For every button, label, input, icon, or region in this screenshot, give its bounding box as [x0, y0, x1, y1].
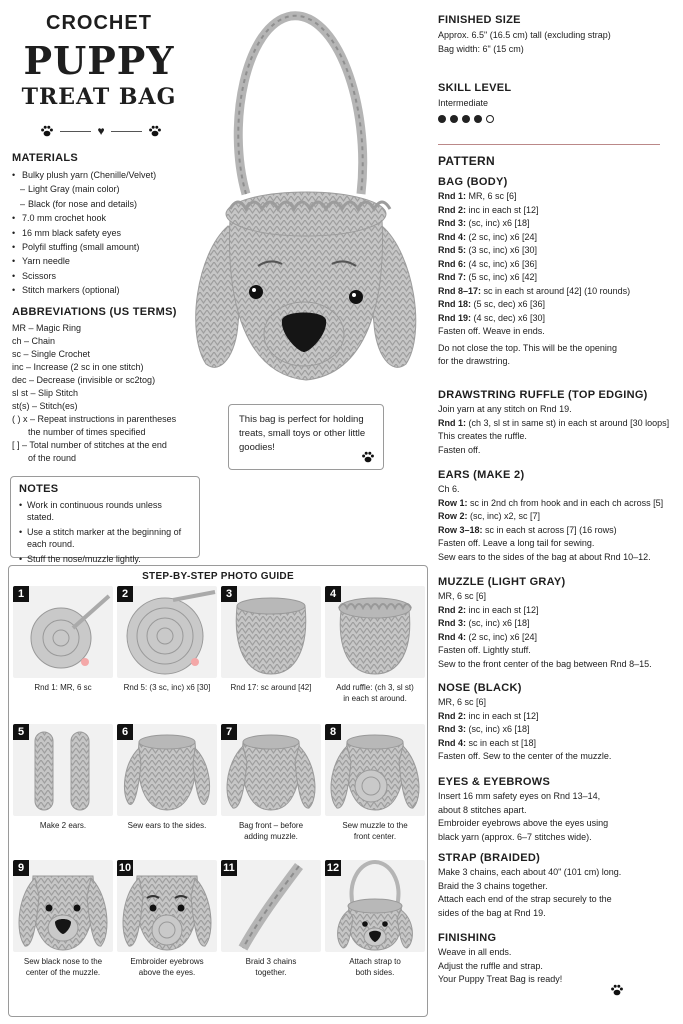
list-item: – Light Gray (main color): [12, 182, 208, 196]
photo-guide-heading: STEP-BY-STEP PHOTO GUIDE: [142, 571, 294, 582]
step-photo: 9: [13, 860, 113, 952]
step-photo: 12: [325, 860, 425, 952]
finished-size-section: [438, 14, 678, 56]
step-3: [221, 586, 321, 693]
list-item: – Black (for nose and details): [12, 197, 208, 211]
list-item: • Polyfil stuffing (small amount): [12, 240, 208, 254]
skill-rating: [438, 115, 678, 123]
pattern-row: Rnd 2: inc in each st [12]: [438, 604, 539, 615]
pattern-note: Do not close the top. This will be the opening: [438, 342, 617, 353]
step-caption: front center.: [353, 832, 397, 841]
list-item: st(s) – Stitch(es): [12, 401, 78, 411]
step-photo: 3: [221, 586, 321, 678]
step-photo: 11: [221, 860, 321, 952]
list-item: • 16 mm black safety eyes: [12, 226, 208, 240]
pattern-row: Row 1: sc in 2nd ch from hook and in each ch across [5]: [438, 497, 664, 508]
step-caption: Sew black nose to the: [23, 957, 103, 966]
notes-box: [10, 476, 200, 564]
notes-heading: NOTES: [19, 483, 59, 495]
step-photo: 7: [221, 724, 321, 816]
step-caption: Sew muzzle to the: [342, 821, 408, 830]
pattern-row: Rnd 3: (sc, inc) x6 [18]: [438, 724, 530, 734]
strap-heading: STRAP (BRAIDED): [438, 852, 541, 864]
skill-level-heading: SKILL LEVEL: [438, 82, 512, 94]
step-caption: Rnd 17: sc around [42]: [230, 683, 312, 692]
pattern-row: Rnd 4: sc in each st [18]: [438, 737, 537, 748]
pattern-row: Row 2: (sc, inc) x2, sc [7]: [438, 511, 541, 521]
pattern-note: for the drawstring.: [438, 356, 511, 366]
pattern-note: sides of the bag at Rnd 19.: [438, 907, 546, 918]
abbreviations-section: [12, 306, 212, 465]
step-caption: both sides.: [355, 968, 395, 977]
step-9: [13, 860, 113, 978]
pattern-row: Rnd 2: inc in each st [12]: [438, 710, 539, 721]
step-caption: together.: [255, 968, 287, 977]
list-item: ( ) x – Repeat instructions in parentheses: [12, 414, 177, 424]
step-caption: Rnd 1: MR, 6 sc: [34, 683, 92, 692]
skill-dot: [486, 115, 494, 123]
step-photo: 2: [117, 586, 217, 678]
step-photo: 8: [325, 724, 425, 816]
pattern-note: Your Puppy Treat Bag is ready!: [438, 974, 563, 984]
pattern-row: Rnd 4: (2 sc, inc) x6 [24]: [438, 631, 538, 642]
skill-dot: [438, 115, 446, 123]
list-item: sc – Single Crochet: [12, 349, 91, 359]
step-6: [117, 724, 217, 831]
step-caption: center of the muzzle.: [25, 968, 101, 977]
step-caption: Make 2 ears.: [39, 821, 87, 830]
pattern-row: Rnd 6: (4 sc, inc) x6 [36]: [438, 258, 538, 269]
list-item: • Use a stitch marker at the beginning of each round.: [19, 526, 191, 550]
skill-dot: [450, 115, 458, 123]
list-item: • Bulky plush yarn (Chenille/Velvet): [12, 168, 208, 182]
skill-level-value: Intermediate: [438, 98, 489, 108]
pattern-section: [438, 154, 678, 168]
finished-size-line: Bag width: 6" (15 cm): [438, 43, 524, 54]
step-12: [325, 860, 425, 978]
title-line-2: PUPPY: [23, 38, 175, 83]
step-photo: 10: [117, 860, 217, 952]
pattern-heading: PATTERN: [438, 154, 495, 168]
finishing-section: [438, 932, 678, 987]
eyes-heading: EYES & EYEBROWS: [438, 776, 551, 788]
pattern-note: black yarn (approx. 6–7 stitches wide).: [438, 831, 592, 842]
puppy-bag-illustration: [186, 4, 430, 394]
nose-heading: NOSE (BLACK): [438, 682, 522, 694]
pattern-note: MR, 6 sc [6]: [438, 697, 487, 707]
skill-dot: [474, 115, 482, 123]
pattern-note: Ch 6.: [438, 484, 460, 494]
step-photo: 1: [13, 586, 113, 678]
step-caption: Rnd 5: (3 sc, inc) x6 [30]: [123, 683, 211, 692]
pattern-note: Make 3 chains, each about 40" (101 cm) long.: [438, 867, 622, 877]
title-line-3: TREAT BAG: [21, 84, 177, 110]
list-item: • Work in continuous rounds unless stated.: [19, 499, 191, 523]
step-4: [325, 586, 425, 704]
pattern-row: Rnd 5: (3 sc, inc) x6 [30]: [438, 245, 538, 255]
step-caption: Braid 3 chains: [245, 957, 297, 966]
list-item: • 7.0 mm crochet hook: [12, 211, 208, 225]
list-item: MR – Magic Ring: [12, 323, 82, 333]
step-caption: above the eyes.: [138, 968, 196, 977]
pattern-note: Attach each end of the strap securely to the: [438, 894, 612, 904]
materials-section: [12, 152, 208, 298]
pattern-note: This creates the ruffle.: [438, 431, 527, 441]
step-photo: 4: [325, 586, 425, 678]
ruffle-section: [438, 389, 678, 457]
pattern-note: Fasten off. Sew to the center of the muzzle.: [438, 751, 612, 761]
step-2: [117, 586, 217, 693]
step-photo: 6: [117, 724, 217, 816]
pattern-row: Rnd 3: (sc, inc) x6 [18]: [438, 618, 530, 628]
paw-icon: [610, 984, 624, 996]
list-item: of the round: [28, 453, 77, 463]
ruffle-heading: DRAWSTRING RUFFLE (TOP EDGING): [438, 389, 648, 401]
abbreviations-heading: ABBREVIATIONS (US TERMS): [12, 306, 177, 318]
step-11: [221, 860, 321, 978]
list-item: [ ] – Total number of stitches at the end: [12, 440, 167, 450]
pattern-note: Insert 16 mm safety eyes on Rnd 13–14,: [438, 791, 601, 801]
step-caption: Sew ears to the sides.: [127, 821, 207, 830]
list-item: dec – Decrease (invisible or sc2tog): [12, 375, 156, 385]
pattern-row: Rnd 19: (4 sc, dec) x6 [30]: [438, 312, 546, 323]
pattern-note: about 8 stitches apart.: [438, 804, 527, 815]
materials-heading: MATERIALS: [12, 152, 79, 164]
paw-icon: [40, 125, 54, 137]
step-caption: Attach strap to: [349, 957, 401, 966]
list-item: ch – Chain: [12, 336, 56, 346]
list-item: • Yarn needle: [12, 254, 208, 268]
step-caption: Add ruffle: (ch 3, sl st): [336, 683, 414, 692]
ears-section: [438, 469, 678, 564]
finished-size-heading: FINISHED SIZE: [438, 14, 521, 26]
finishing-heading: FINISHING: [438, 932, 497, 944]
step-caption: Bag front – before: [238, 821, 304, 830]
pattern-note: Braid the 3 chains together.: [438, 880, 548, 891]
skill-dot: [462, 115, 470, 123]
pattern-row: Rnd 3: (sc, inc) x6 [18]: [438, 218, 530, 228]
quote-text: This bag is perfect for holding treats, small toys or other little goodies!: [239, 414, 366, 453]
list-item: • Stuff the nose/muzzle lightly.: [19, 553, 191, 565]
divider: [438, 144, 660, 145]
step-caption: in each st around.: [343, 694, 407, 703]
list-item: • Stitch markers (optional): [12, 283, 208, 297]
step-5: [13, 724, 113, 831]
muzzle-section: [438, 576, 678, 671]
pattern-row: Rnd 7: (5 sc, inc) x6 [42]: [438, 272, 538, 282]
step-caption: Embroider eyebrows: [130, 957, 204, 966]
pattern-note: Join yarn at any stitch on Rnd 19.: [438, 404, 572, 414]
skill-level-section: [438, 82, 678, 123]
pattern-row: Row 3–18: sc in each st across [7] (16 rows): [438, 524, 617, 535]
pattern-note: Sew to the front center of the bag between Rnd 8–15.: [438, 658, 652, 669]
pattern-note: Fasten off. Lightly stuff.: [438, 645, 531, 655]
title-ornament: [40, 122, 162, 140]
pattern-note: Adjust the ruffle and strap.: [438, 960, 543, 971]
list-item: inc – Increase (2 sc in one stitch): [12, 362, 144, 372]
heart-icon: ♥: [97, 124, 105, 138]
nose-section: [438, 682, 678, 764]
step-1: [13, 586, 113, 693]
pattern-row: Rnd 2: inc in each st [12]: [438, 204, 539, 215]
bag-body-section: [438, 176, 678, 369]
pattern-row: Rnd 8–17: sc in each st around [42] (10 rounds): [438, 285, 631, 296]
title-line-1: CROCHET: [46, 12, 152, 34]
list-item: the number of times specified: [28, 427, 146, 437]
strap-section: [438, 852, 678, 920]
step-photo: 5: [13, 724, 113, 816]
eyes-section: [438, 776, 678, 844]
step-8: [325, 724, 425, 842]
pattern-note: Sew ears to the sides of the bag at about Rnd 10–12.: [438, 551, 651, 562]
photo-guide: [8, 565, 428, 1017]
step-10: [117, 860, 217, 978]
pattern-note: Fasten off.: [438, 444, 481, 455]
pattern-row: Rnd 4: (2 sc, inc) x6 [24]: [438, 231, 538, 242]
pattern-note: Weave in all ends.: [438, 947, 512, 957]
pattern-note: Fasten off. Weave in ends.: [438, 326, 545, 336]
pattern-row: Rnd 18: (5 sc, dec) x6 [36]: [438, 299, 546, 309]
step-7: [221, 724, 321, 842]
list-item: sl st – Slip Stitch: [12, 388, 79, 398]
pattern-note: Fasten off. Leave a long tail for sewing.: [438, 538, 595, 548]
pattern-note: Embroider eyebrows above the eyes using: [438, 818, 609, 828]
paw-icon: [361, 451, 375, 463]
pattern-note: MR, 6 sc [6]: [438, 591, 487, 601]
list-item: • Scissors: [12, 269, 208, 283]
quote-box: [228, 404, 384, 470]
pattern-row: Rnd 1: (ch 3, sl st in same st) in each st around [30 loops]: [438, 417, 670, 428]
pattern-row: Rnd 1: MR, 6 sc [6]: [438, 191, 517, 201]
muzzle-heading: MUZZLE (LIGHT GRAY): [438, 576, 566, 588]
step-caption: adding muzzle.: [244, 832, 298, 841]
bag-body-heading: BAG (BODY): [438, 176, 508, 188]
finished-size-line: Approx. 6.5" (16.5 cm) tall (excluding strap): [438, 30, 611, 40]
ears-heading: EARS (MAKE 2): [438, 469, 525, 481]
paw-icon: [148, 125, 162, 137]
